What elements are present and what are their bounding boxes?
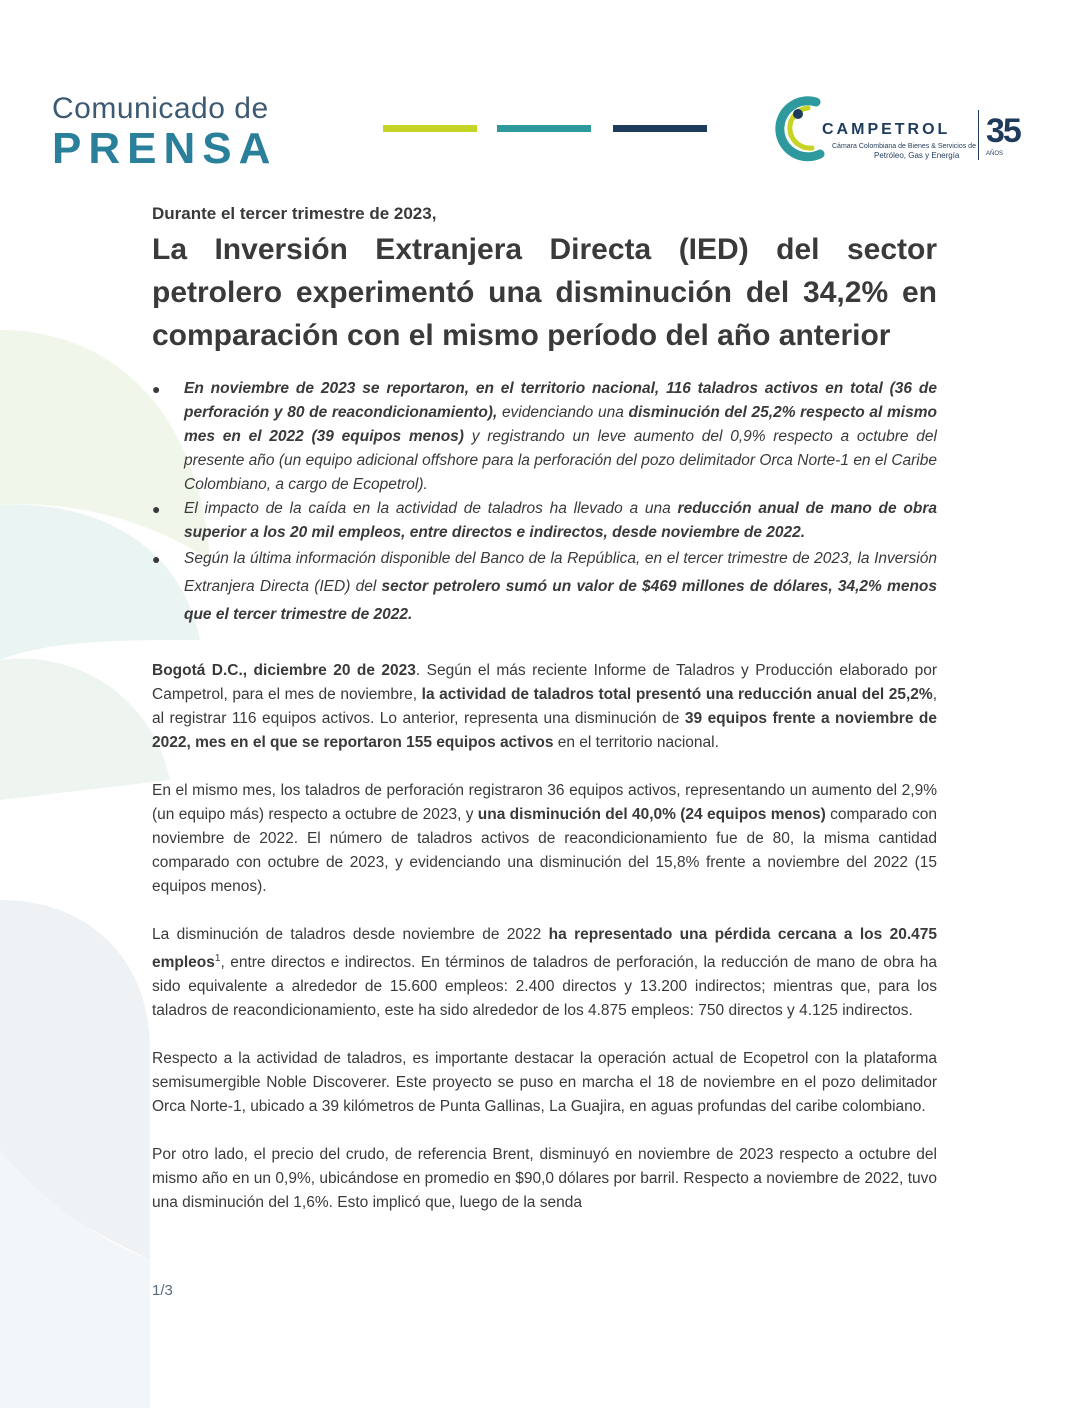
dateline: Bogotá D.C., diciembre 20 de 2023: [152, 662, 416, 679]
paragraph-4: Respecto a la actividad de taladros, es importante destacar la operación actual de Ecopetrol con la plataforma semisumergible Noble Discoverer. Este proyecto se puso en marcha el 18 de noviembre en el pozo delimitador Orca Norte-1, ubicado a 39 kilómetros de Punta Gallinas, La Guajira, en aguas profundas del caribe colombiano.: [152, 1050, 937, 1116]
bullet-text: Según la última información disponible del Banco de la República, en el tercer trimestre de 2023, la Inversión Extranjera Directa (IED) del: [184, 550, 937, 595]
list-item: [152, 377, 937, 497]
spacer: [152, 755, 937, 779]
paragraph-text: , al registrar 116 equipos activos. Lo anterior, representa una disminución de: [152, 686, 937, 727]
bullet-text: evidenciando una: [497, 404, 629, 421]
paragraph-text: En el mismo mes, los taladros de perforación registraron 36 equipos activos, representando un aumento del 2,9% (un equipo más) respecto a octubre de 2023, y: [152, 782, 937, 823]
bullet-text: El impacto de la caída en la actividad de taladros ha llevado a una: [184, 500, 678, 517]
page-number: 1/3: [152, 1282, 173, 1299]
spacer: [152, 1023, 937, 1047]
bullet-icon: ●: [152, 381, 161, 397]
bullet-text-bold: En noviembre de 2023 se reportaron, en el territorio nacional, 116 taladros activos en total (36 de perforación y 80 de reacondicionamiento),: [184, 380, 937, 421]
spacer: [152, 1119, 937, 1143]
bullet-text-bold: sector petrolero sumó un valor de $469 millones de dólares, 34,2% menos que el tercer trimestre de 2022.: [184, 578, 938, 623]
bullet-icon: ●: [152, 501, 161, 517]
accent-bar-lime: [383, 125, 477, 132]
bullet-text-bold: disminución del 25,2% respecto al mismo mes en el 2022 (39 equipos menos): [184, 404, 937, 445]
paragraph-3: [152, 923, 937, 1023]
paragraph-text-bold: una disminución del 40,0% (24 equipos menos): [477, 806, 826, 823]
spacer: [152, 899, 937, 923]
logo-anniversary-number: 35: [986, 112, 1020, 150]
footnote-marker[interactable]: 1: [214, 953, 221, 964]
list-item: [152, 497, 937, 545]
bullet-text: y registrando un leve aumento del 0,9% respecto a octubre del presente año (un equipo adicional offshore para la perforación del pozo delimitador Orca Norte-1 en el Caribe Colombiano, a cargo de Ecopetrol).: [184, 428, 937, 493]
paragraph-text: , entre directos e indirectos. En términos de taladros de perforación, la reducción de mano de obra ha sido equivalente a alrededor de 15.600 empleos: 2.400 directos y 13.200 indirectos; mientras que, para los taladros de reacondicionamiento, este ha sido alrededor de los 4.875 empleos: 750 directos y 4.125 indirectos.: [152, 954, 937, 1020]
paragraph-1: [152, 659, 937, 755]
kicker: Durante el tercer trimestre de 2023,: [152, 204, 437, 223]
bullet-text-bold: reducción anual de mano de obra superior a los 20 mil empleos, entre directos e indirectos, desde noviembre de 2022.: [184, 500, 937, 541]
spacer: [152, 629, 937, 659]
logo-name: CAMPETROL: [822, 121, 951, 138]
logo-anniversary-years: AÑOS: [986, 151, 1004, 157]
paragraph-text-bold: ha representado una pérdida cercana a los 20.475 empleos: [152, 926, 938, 972]
paragraph-2: [152, 779, 937, 899]
paragraph-text-bold: 39 equipos frente a noviembre de 2022, mes en el que se reportaron 155 equipos activos: [152, 710, 937, 751]
logo-divider: [978, 110, 979, 160]
logo-subtitle-line2: Petróleo, Gas y Energía: [874, 151, 960, 160]
article-body: [152, 204, 937, 1215]
paragraph-5: Por otro lado, el precio del crudo, de referencia Brent, disminuyó en noviembre de 2023 respecto a octubre del mismo año en un 0,9%, ubicándose en promedio en $90,0 dólares por barril. Respecto a noviembre de 2022, tuvo una disminución del 1,6%. Esto implicó que, luego de la senda: [152, 1146, 937, 1212]
accent-bar-teal: [497, 125, 591, 132]
accent-bar-navy: [613, 125, 707, 132]
paragraph-text: La disminución de taladros desde noviembre de 2022: [152, 926, 549, 943]
paragraph-text: comparado con noviembre de 2022. El número de taladros activos de reacondicionamiento fue de 80, la misma cantidad comparado con octubre de 2023, y evidenciando una disminución del 15,8% frente a noviembre del 2022 (15 equipos menos).: [152, 806, 937, 895]
paragraph-text: en el territorio nacional.: [553, 734, 719, 751]
brand-title-bottom: PRENSA: [52, 124, 278, 173]
list-item: [152, 545, 937, 629]
paragraph-text-bold: la actividad de taladros total presentó una reducción anual del 25,2%: [421, 686, 933, 703]
logo-subtitle-line1: Cámara Colombiana de Bienes & Servicios de: [832, 143, 976, 150]
bullet-icon: ●: [152, 551, 161, 567]
paragraph-text: . Según el más reciente Informe de Taladros y Producción elaborado por Campetrol, para el mes de noviembre,: [152, 662, 937, 703]
brand-title-top: Comunicado de: [52, 92, 269, 125]
highlights-list: [152, 377, 937, 629]
headline: La Inversión Extranjera Directa (IED) del sector petrolero experimentó una disminución del 34,2% en comparación con el mismo período del año anterior: [152, 233, 937, 352]
